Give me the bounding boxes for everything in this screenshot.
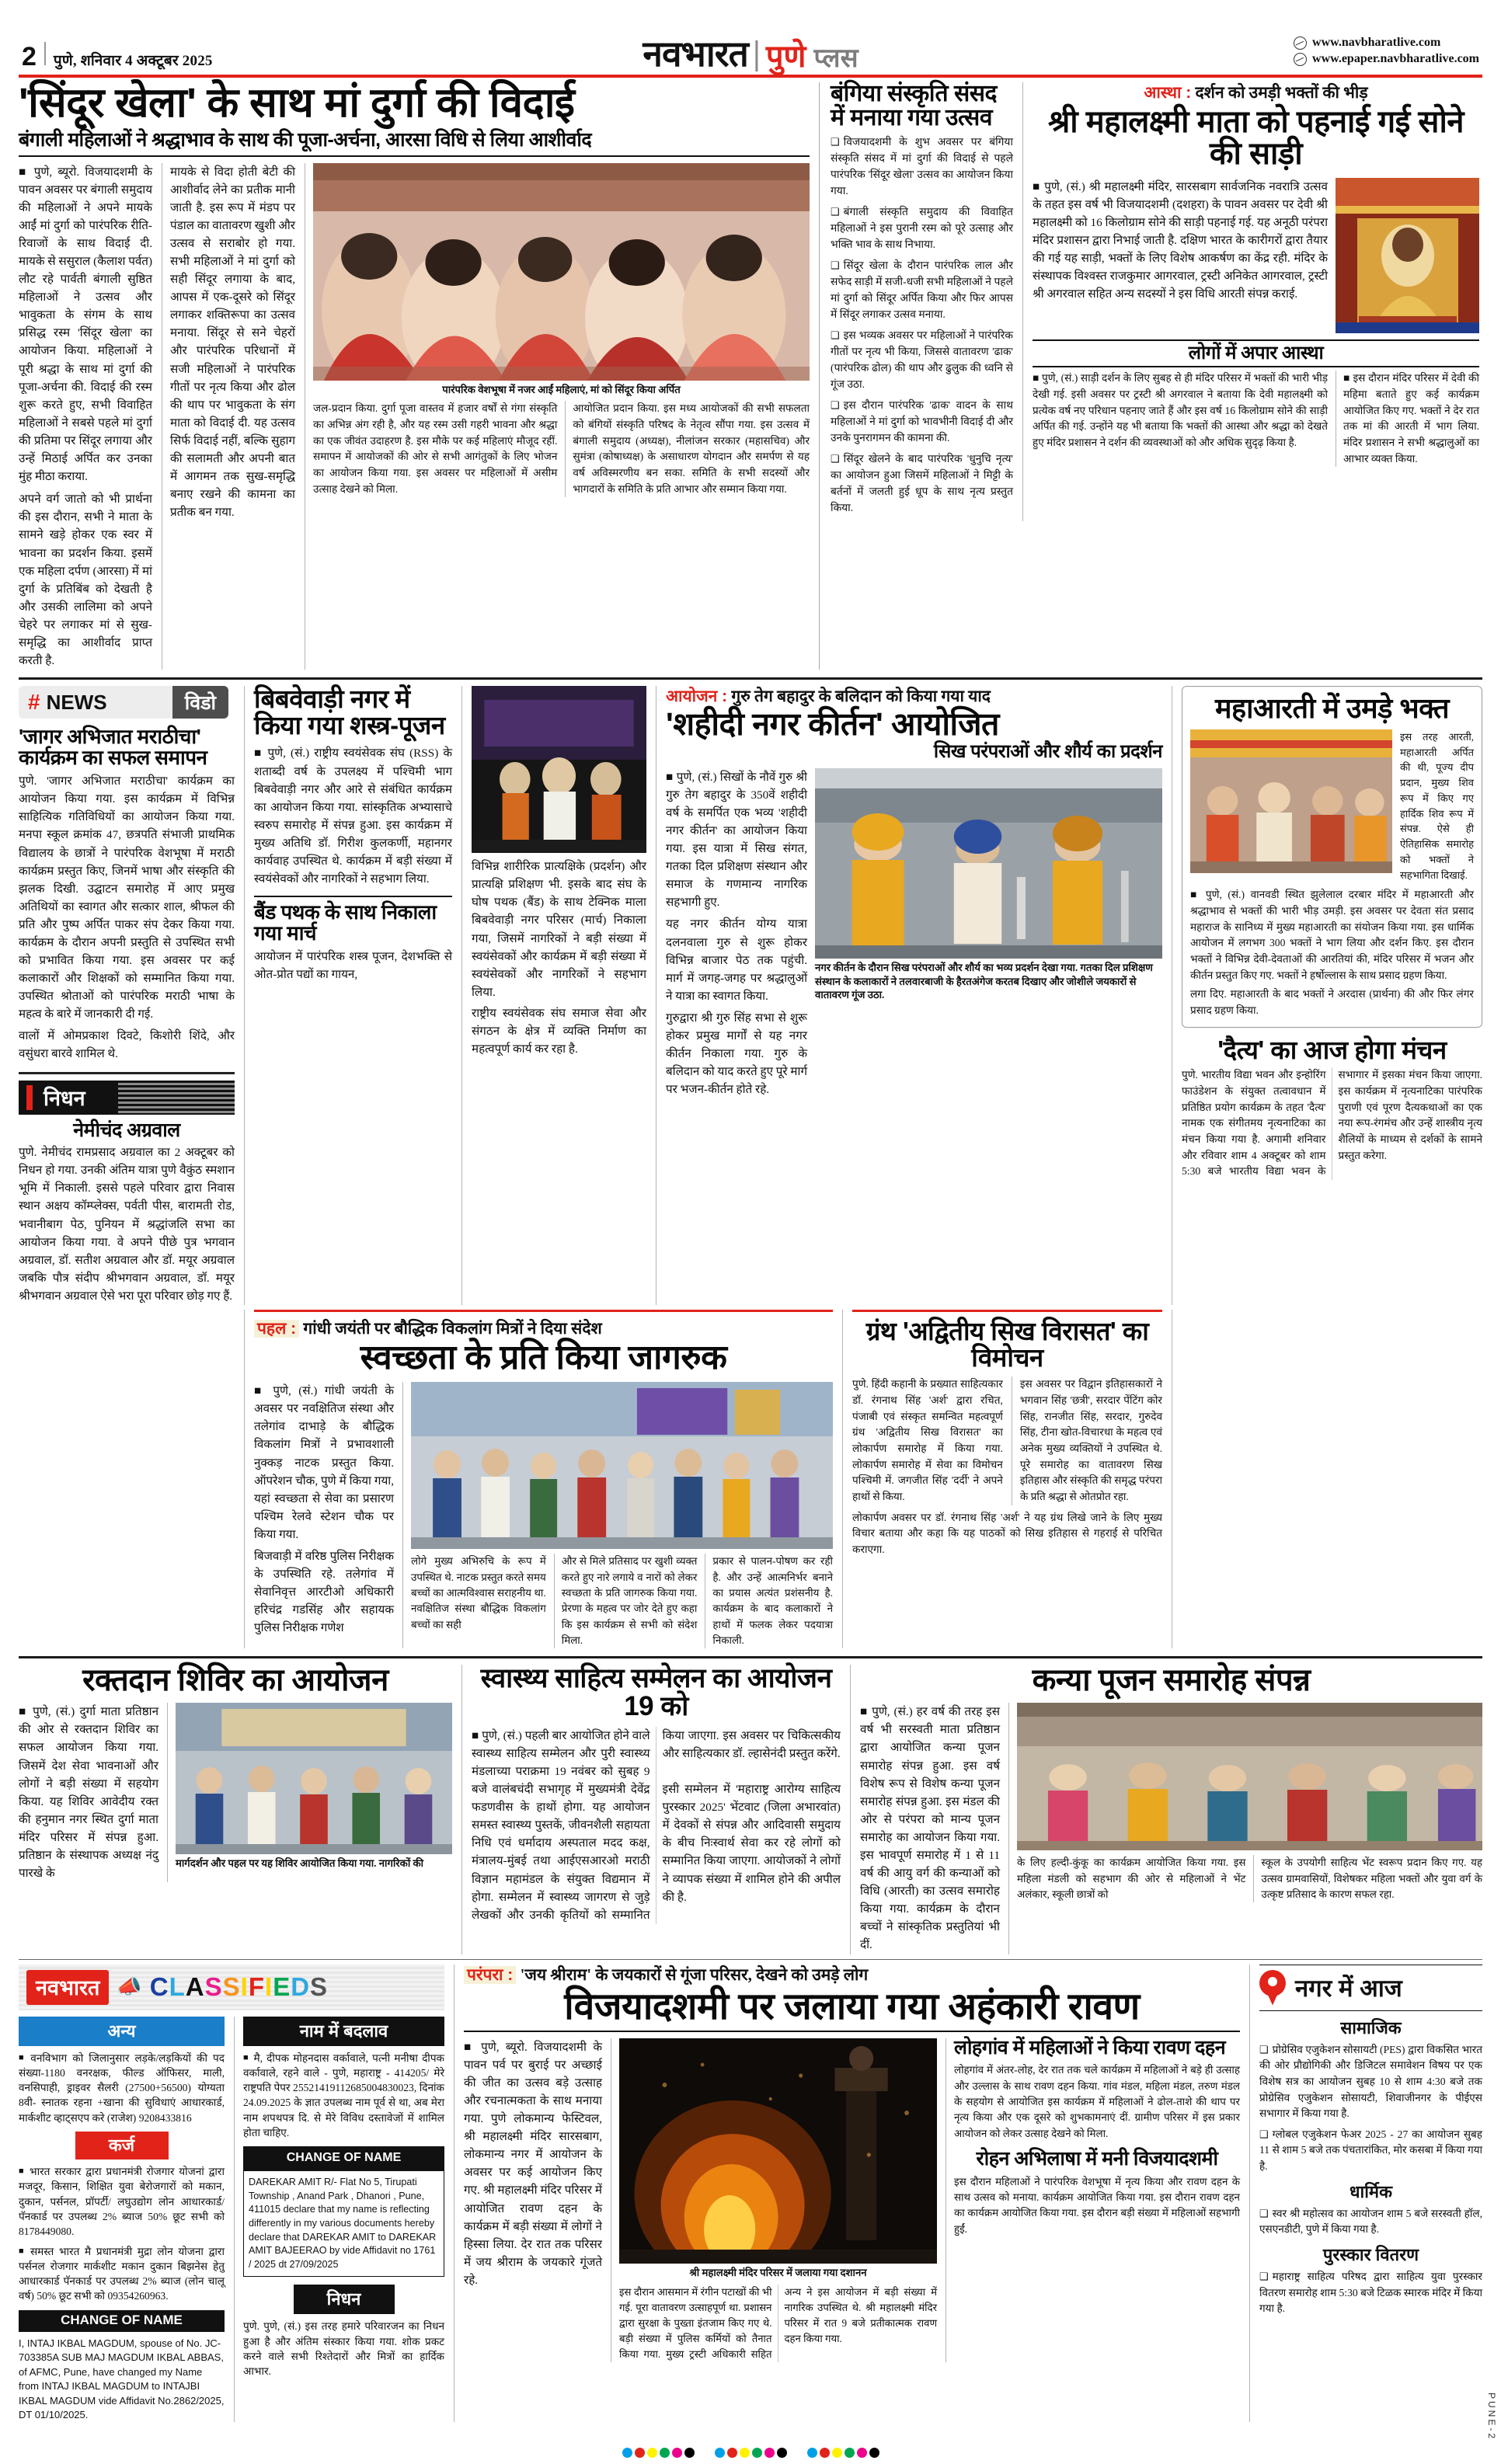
kirtan-para-3: गुरुद्वारा श्री गुरु सिंह सभा से शुरू होकर प्रमुख मार्गों से यह नगर कीर्तन निकाला गया. गुरु के बलिदान को याद करते हुए पूरे मार्ग पर भजन-कीर्तन होते रहे. <box>666 1011 807 1097</box>
pahal-story <box>244 1310 842 1648</box>
classifieds-col-2 <box>234 2017 444 2423</box>
kirtan-cols <box>666 768 1162 1099</box>
pahal-para-2: बिजवाड़ी में वरिष्ठ पुलिस निरीक्षक के उपस्थिति रहे. तलेगांव में सेवानिवृत्त आरटीओ अधिकारी हरिचंद्र गडसिंह और सहायक पुलिस निरीक्षक गणेश <box>254 1550 394 1635</box>
lead-story <box>19 82 819 670</box>
nidhan-label: निधन <box>44 1087 85 1111</box>
bibvewadi-story <box>244 686 461 1305</box>
mahaarti-para-2: लगा दिए. महाआरती के बाद भक्तों ने अरदास (प्रार्थना) की और फिर लंगर प्रसाद ग्रहण किया. <box>1190 988 1474 1016</box>
aastha-text-col <box>1033 178 1328 333</box>
page-number: 2 <box>22 42 37 71</box>
nidhan-para: पुणे. नेमीचंद रामप्रसाद अग्रवाल का 2 अक्टूबर को निधन हो गया. उनकी अंतिम यात्रा पुणे वैकुंठ स्मशान भूमि में निकाली. इससे पहले परिवार द्वारा निवास स्थान अक्षय कॉम्प्लेक्स, पर्वती पीस, बारामती रोड, भवानीबाग पेठ, पुनियन में श्रद्धांजलि सभा का आयोजन किया गया. वे अपने पीछे पुत्र भगवान अग्रवाल, डॉ. सतीश अग्रवाल और डॉ. मयूर अग्रवाल जबकि पौत्र संदीप श्रीभगवान अग्रवाल, डॉ. मयूर श्रीभगवान अग्रवाल ऐसे भरा पूरा परिवार छोड़ गए हैं. <box>19 1146 235 1303</box>
ravan-caption: श्री महालक्ष्मी मंदिर परिसर में जलाया गया दशानन <box>689 2266 867 2278</box>
classifieds-cat-change-of-name-2[interactable]: CHANGE OF NAME <box>244 2147 444 2171</box>
masthead <box>0 0 1501 75</box>
classifieds-columns <box>19 2017 444 2423</box>
kirtan-text-col <box>666 768 807 1099</box>
nagar-item: ❑ प्रोग्रेसिव एजुकेशन सोसायटी (PES) द्वारा विकसित भारत की ओर प्रौद्योगिकी और डिजिटल समावेशन विषय पर एक विशेष सत्र का आयोजन सुबह 10 से शाम 4:30 बजे तक प्रोग्रेसिव एजुकेशन सोसायटी, शिवाजीनगर के पीईएस सभागार में किया गया है. <box>1259 2042 1482 2122</box>
ravan-col-1 <box>464 2038 602 2362</box>
lead-band <box>0 82 1501 670</box>
ravan-kicker-text: 'जय श्रीराम' के जयकारों से गूंजा परिसर, देखने को उमड़े लोग <box>520 1965 869 1984</box>
section-separator-2 <box>19 1656 1482 1658</box>
kirtan-story <box>656 686 1172 1305</box>
kanya-lower-cols <box>1017 1855 1482 1902</box>
kirtan-subhead: सिख परंपराओं और शौर्य का प्रदर्शन <box>933 741 1162 763</box>
kirtan-para-1: ■ पुणे, (सं.) सिखों के नौवें गुरु श्री गुरु तेग बहादुर के 350वें शहीदी वर्ष के समर्पित एक भव्य 'शहीदी नगर कीर्तन' का आयोजन किया गया. इस यात्रा में सिख संगत, गतका दिल प्रशिक्षण संस्थान और समाज के गणमान्य नागरिक सहभागी हुए. <box>666 770 807 910</box>
masthead-left <box>22 42 213 70</box>
ravan-headline: विजयादशमी पर जलाया गया अहंकारी रावण <box>464 1989 1240 2032</box>
nagar-rule-bottom <box>1259 2010 1482 2011</box>
dotset-left <box>622 2448 695 2458</box>
lead-para-2: अपने वर्ग जातो को भी प्रार्थना की इस दौरान, सभी ने माता के सामने खड़े होकर एक स्वर में भावना का प्रदर्शन किया. इसमें एक महिला दर्पण (आरसा) में मां दुर्गा के प्रतिबिंब को देखती है और उसकी लालिमा को अपने चेहरे पर लगाकर मां से सुख-समृद्धि का आशीर्वाद प्राप्त करती है. <box>19 492 152 668</box>
bangiya-point: ❑ बंगाली संस्कृति समुदाय की विवाहित महिलाओं ने इस पुरानी रस्म को पूरे उत्साह और भक्ति भाव के साथ निभाया. <box>831 204 1013 253</box>
bibvewadi-para-2: विभिन्न शारीरिक प्रात्यक्षिके (प्रदर्शन) और प्रात्यक्षि प्रशिक्षण भी. इसके बाद संघ के घोष पथक (बैंड) के साथ टेक्निक माला बिबवेवाड़ी नगर परिसर (मार्च) निकाला गया, जिसमें नागरिकों ने बड़ी संख्या में स्वयंसेवकों और कार्यक्रम में बड़ी संख्या में स्वयंसेवकों और नागरिकों ने सहभाग लिया. <box>472 860 646 999</box>
lead-photo <box>313 163 810 381</box>
kanya-pujan-photo <box>1017 1703 1482 1850</box>
granth-para-3: लोकार्पण अवसर पर डॉ. रंगनाथ सिंह 'अर्श' ने यह ग्रंथ लिखे जाने के लिए मुख्य विचार बताया और कहा कि यह पाठकों को सिख इतिहास से गहराई से परिचित कराएगा. <box>852 1511 1162 1555</box>
swasthya-story <box>461 1665 850 1954</box>
nagar-kirtan-photo <box>815 768 1162 959</box>
kirtan-para-2: यह नगर कीर्तन योग्य यात्रा दलनवाला गुरु से शुरू होकर विभिन्न बाजार पेठ तक पहुंची. मार्ग में जगह-जगह पर श्रद्धालुओं ने यात्रा का स्वागत किया. <box>666 917 807 1003</box>
band3-spacer <box>19 1310 244 1648</box>
bangiya-title: बंगिया संस्कृति संसद में मनाया गया उत्सव <box>831 81 997 131</box>
band-4 <box>0 1665 1501 1954</box>
aastha-headline: श्री महालक्ष्मी माता को पहनाई गई सोने की साड़ी <box>1047 105 1464 172</box>
edition-suffix: प्लस <box>813 44 858 73</box>
raktdan-para-1: ■ पुणे, (सं.) दुर्गा माता प्रतिष्ठान की ओर से रक्तदान शिविर का सफल आयोजन किया गया. जिसमें देश सेवा भावनाओं और लोगों ने बड़ी संख्या में सहयोग किया. यह शिविर आवेदीय रक्त की हनुमान नगर स्थित दुर्गा माता मंदिर परिसर में संपन्न हुआ. प्रतिष्ठान के संस्थापक अध्यक्ष नंदु पारखे के <box>19 1705 158 1881</box>
pahal-rule <box>254 1310 833 1312</box>
aastha-subhead: लोगों में अपार आस्था <box>1033 339 1479 367</box>
granth-rule <box>852 1310 1162 1312</box>
classifieds-item: ■ मै, दीपक मोहनदास वर्कावाले, पत्नी मनीषा दीपक वर्कावाले, रहने वाले - पुणे, महाराष्ट्र - 414205/ मेरे राष्ट्रपति पेपर 25521419112685004830023, दिनांक 24.09.2025 के ज्ञात उपलब्ध नाम पूर्व से था, अब मेरा नाम शपथपत्र दि. से मेरे विविध दस्तावेजों में शामिल होता चाहिए. <box>243 2051 444 2141</box>
lead-photo-col <box>305 163 810 670</box>
band-5 <box>0 1965 1501 2423</box>
section-separator <box>19 677 1482 680</box>
aastha-para-3: ■ इस दौरान मंदिर परिसर में देवी की महिमा बताते हुए कई कार्यक्रम आयोजित किए गए. भक्तों ने देर रात तक मां की आरती में भाग लिया. मंदिर प्रशासन ने सभी श्रद्धालुओं का आभार व्यक्त किया. <box>1336 371 1479 467</box>
classifieds-section <box>19 1965 454 2423</box>
bangiya-point: ❑ सिंदूर खेला के दौरान पारंपरिक लाल और सफेद साड़ी में सजी-धजी सभी महिलाओं ने पहले मां दुर्गा को सिंदूर अर्पित किया और फिर आपस में सिंदूर लगाकर उत्सव मनाया. <box>831 258 1013 323</box>
nagar-cat-dharmik: धार्मिक <box>1350 2181 1392 2201</box>
rohan-para: इस दौरान महिलाओं ने पारंपरिक वेशभूषा में नृत्य किया और रावण दहन के साथ उत्सव को मनाया. कार्यक्रम आयोजित किया गया. इस दौरान रावण दहन का कार्यक्रम आयोजित किया गया. इस दौरान बड़ी संख्या में महिलाओं सहभागी हुईं. <box>954 2175 1240 2235</box>
mahaarti-para-1: ■ पुणे, (सं.) वानवडी स्थित झुलेलाल दरबार मंदिर में महाआरती और श्रद्धाभाव से भक्तों की भारी भीड़ उमड़ी. इस अवसर पर देवता संत प्रसाद महाराज के सानिध्य में मुख्य महाआरती का संयोजन किया गया. इस धार्मिक आयोजन में लगभग 300 भक्तों ने भाग लिया और दर्शन किए. इस दौरान भक्तों ने विभिन्न देवी-देवताओं की आरतियां की, मंदिर परिसर में भजन और कीर्तन प्रस्तुत किए गए. भक्तों ने हर्षोल्लास के साथ प्रसाद ग्रहण किया. <box>1190 889 1474 981</box>
raktdan-cols <box>19 1703 452 1882</box>
ravan-para-1: ■ पुणे, ब्यूरो. विजयादशमी के पावन पर्व पर बुराई पर अच्छाई की जीत का उत्सव बड़े उत्साह और रचनात्मकता के साथ मनाया गया. पुणे लोकमान्य फेस्टिवल, श्री महालक्ष्मी मंदिर सारसबाग, लोकमान्य नगर में आयोजन के अवसर पर कई आयोजन किए गए. श्री महालक्ष्मी मंदिर परिसर में आयोजित रावण दहन के कार्यक्रम में बड़ी संख्या में लोगों ने हिस्सा लिया. देर रात तक परिसर में जय श्रीराम के जयकारे गूंजते रहे. <box>464 2040 602 2287</box>
classifieds-boxed-ad <box>243 2146 444 2277</box>
lead-right-band <box>819 82 1479 670</box>
nidhan-name: नेमीचंद अग्रवाल <box>73 1119 180 1141</box>
ravan-story <box>454 1965 1249 2423</box>
pahal-col-1 <box>254 1382 394 1648</box>
globe-icon <box>1294 37 1307 50</box>
bibvewadi-subpara: आयोजन में पारंपरिक शस्त्र पूजन, देशभक्ति से ओत-प्रोत पद्यों का गायन, <box>254 950 452 982</box>
hash-icon: # <box>28 690 40 715</box>
raktdan-story <box>19 1665 461 1954</box>
swasthya-para-1: ■ पुणे, (सं.) पहली बार आयोजित होने वाले स्वास्थ्य साहित्य सम्मेलन और पुरी स्वास्थ्य मंडलाच्या पराक्रमा 19 नवंबर को सुबह 9 बजे वालंबचंदी सभागृह में मुख्यमंत्री देवेंद्र फडणवीस के हाथों होगा. यह आयोजन समस्त स्वास्थ्य पुस्तकें, जीवनशैली सहायता निधि एवं धर्मादाय अस्पताल मदद कक्ष, मंत्रालय-मुंबई तथा आईएसआरओ मराठी विज्ञान महामंडल के संयुक्त विद्यमान में होगा. सम्मेलन में स्वास्थ्य जागरण से जुड़े लेखकों और उनकी कृतियों को सम्मानित किया जाएगा. इस अवसर पर चिकित्सकीय और साहित्यकार डॉ. ल्हासेनंदी प्रस्तुत करेंगे. <box>472 1728 841 1922</box>
rohan-subhead: रोहन अभिलाषा में मनी विजयादशमी <box>976 2148 1218 2170</box>
aastha-kicker-tag: आस्था : <box>1144 84 1192 102</box>
shastra-pujan-photo <box>472 686 646 853</box>
lead-columns <box>19 163 810 670</box>
news-video-column <box>19 686 244 1305</box>
pahal-lower-cols <box>411 1554 833 1648</box>
nidhan-accent <box>26 1085 33 1110</box>
granth-para-1: पुणे. हिंदी कहानी के प्रख्यात साहित्यकार डॉ. रंगनाथ सिंह 'अर्श' द्वारा रचित, पंजाबी एवं संस्कृत समन्वित महत्वपूर्ण ग्रंथ 'अद्वितीय सिख विरासत' का लोकार्पण समारोह में किया गया. लोकार्पण समारोह में सेवा का विमोचन पश्चिमी में. जगजीत सिंह 'दर्दी' ने अपने हाथों से किया. <box>852 1378 1003 1502</box>
pahal-cols <box>254 1382 833 1648</box>
globe-icon <box>1294 53 1307 66</box>
pahal-para-3: लोगे मुख्य अभिरुचि के रूप में उपस्थित थे. नाटक प्रस्तुत करते समय बच्चों का आत्मविश्वास सराहनीय था. नवक्षितिज संस्था बौद्धिक विकलांग बच्चों का सही <box>411 1555 546 1630</box>
daitya-body <box>1182 1067 1482 1180</box>
band-3 <box>0 1310 1501 1648</box>
nagar-item: ❑ स्वर श्री महोत्सव का आयोजन शाम 5 बजे सरस्वती हॉल, एसएनडीटी, पुणे में किया गया है. <box>1259 2206 1482 2238</box>
raktdan-photo <box>176 1703 452 1854</box>
kanya-story <box>850 1665 1482 1954</box>
ravan-kicker-tag: परंपरा : <box>464 1966 516 1984</box>
nagar-me-aaj <box>1249 1965 1482 2423</box>
kirtan-headline: 'शहीदी नगर कीर्तन' आयोजित <box>666 706 999 743</box>
swasthya-para-2: इसी सम्मेलन में 'महाराष्ट्र आरोग्य साहित्य पुरस्कार 2025' भेंटवाट (जिला अभारवांत) में देवकों से संपन्न और आदिवासी समुदाय के बीच निःस्वार्थ सेवा कर रहे लोगों को सम्मानित किया जाएगा. आयोजकों ने लोगों ने व्यापक संख्या में शामिल होने की अपील की है. <box>662 1783 841 1904</box>
edition-name: पुणे <box>765 40 806 74</box>
news-badge-label: NEWS <box>46 690 107 714</box>
lead-lower-cols <box>313 401 810 497</box>
pahal-photo-col <box>402 1382 833 1648</box>
aastha-photo-col <box>1336 178 1479 333</box>
aastha-kicker-text: दर्शन को उमड़ी भक्तों की भीड़ <box>1195 83 1368 102</box>
lead-photo-caption: पारंपरिक वेशभूषा में नजर आईं महिलाएं, मां को सिंदूर किया अर्पित <box>442 383 681 395</box>
classifieds-brand: नवभारत <box>26 1970 109 2005</box>
epaper-url[interactable] <box>1294 52 1479 66</box>
lohgaon-subhead: लोहगांव में महिलाओं ने किया रावण दहन <box>954 2036 1226 2059</box>
nagar-header <box>1259 1970 1482 2006</box>
raktdan-title: रक्तदान शिविर का आयोजन <box>82 1663 388 1698</box>
nidhan-bar <box>19 1081 235 1115</box>
kirtan-photo-col <box>815 768 1162 1099</box>
bibvewadi-para-3: राष्ट्रीय स्वयंसेवक संघ समाज सेवा और संगठन के क्षेत्र में व्यक्ति निर्माण का महत्वपूर्ण कार्य कर रहा है. <box>472 1006 646 1056</box>
lead-col-1 <box>19 163 152 670</box>
date-line: पुणे, शनिवार 4 अक्टूबर 2025 <box>53 53 213 69</box>
mahalakshmi-photo <box>1336 178 1479 333</box>
lead-para-1: ■ पुणे, ब्यूरो. विजयादशमी के पावन अवसर पर बंगाली समुदाय की महिलाओं ने अपने मायके आईं मां दुर्गा को पारंपरिक रीति-रिवाजों के साथ विदाई दी. मायके से ससुराल (कैलाश पर्वत) लौट रहे पार्वती बंगाली सुष्ठित महिलाओं ने उत्सव और भावुकता के संगम के साथ प्रसिद्ध रस्म 'सिंदूर खेला' का आयोजन किया. महिलाओं ने पूरी श्रद्धा के साथ मां दुर्गा की पूजा-अर्चना की. विदाई की रस्म शुरू करते हुए, सभी विवाहित महिलाओं ने सबसे पहले मां दुर्गा की प्रतिमा पर सिंदूर लगाया और उन्हें मिठाई अर्पित कर उनका मुंह मीठा कराया. <box>19 165 152 484</box>
nagar-title: नगर में आज <box>1295 1974 1402 2002</box>
lead-para-4: जल-प्रदान किया. दुर्गा पूजा वास्तव में हजार वर्षों से गंगा संस्कृति का अभिन्न अंग रही है, और यह रस्म उसी गहरी भावना और श्रद्धा का एक जीवंत उदाहरण है. इस मौके पर कई महिलाएं मौजूद रहीं. समापन में आयोजकों की ओर से सभी आगंतुकों के लिए भोजन का आयोजन किया गया. इस अवसर पर महिलाओं में असीम उत्साह देखने को मिला. <box>313 402 558 495</box>
kirtan-photo-caption: नगर कीर्तन के दौरान सिख परंपराओं और शौर्य का भव्य प्रदर्शन देखा गया. गतका दिल प्रशिक्षण संस्थान के कलाकारों ने तलवारबाजी के हैरतअंगेज करतब दिखाए और जोशीले जयकारों से वातावरण गूंज उठा. <box>815 961 1153 1001</box>
bangiya-point: ❑ सिंदूर खेलने के बाद पारंपरिक 'धुनुचि नृत्य' का आयोजन हुआ जिसमें महिलाओं ने मिट्टी के बर्तनों में जलती हुई धूप के साथ नृत्य प्रस्तुत किया. <box>831 451 1013 517</box>
classifieds-word: CLASSIFIEDS <box>149 1972 329 2002</box>
granth-story <box>842 1310 1172 1648</box>
bibvewadi-para-1: ■ पुणे, (सं.) राष्ट्रीय स्वयंसेवक संघ (RSS) के शताब्दी वर्ष के उपलक्ष्य में पश्चिमी भाग बिबवेवाड़ी नगर और आरे से संबंधित कार्यक्रम का आयोजन किया गया. सांस्कृतिक अभ्यासाचे स्वरुप समारोह में संपन्न हुआ. इस कार्यक्रम में मुख्य अतिथि डॉ. गिरीश कुलकर्णी, महानगर कार्यवाह उपस्थित थे. कार्यक्रम में बड़ी संख्या में स्वयंसेवकों और नागरिकों ने सहभाग लिया. <box>254 747 452 886</box>
nidhan-rule <box>19 1072 235 1074</box>
nidhan-stripes <box>118 1081 235 1115</box>
jagar-para-1: पुणे. 'जागर अभिजात मराठीचा' कार्यक्रम का आयोजन किया गया. इस कार्यक्रम में विभिन्न साहित्यिक गतिविधियों का आयोजन किया गया. मनपा स्कूल क्रमांक 47, छत्रपति संभाजी प्राथमिक विद्यालय के छात्रों ने पारंपरिक वेशभूषा में मराठी कार्यक्रम प्रस्तुत किए, जिनमें भाषा और संस्कृति की झलक दिखी. उद्घाटन समारोह में आए प्रमुख अतिथियों का स्वागत और सत्कार शाल, श्रीफल की प्रति और पुष्प अर्पित पाकर संप देकर किया गया. कार्यक्रम के दौरान अपनी प्रस्तुति से उपस्थित सभी को प्रभावित किया गया. इस अवसर पर कई कलाकारों और शिक्षकों को सम्मानित किया गया. उपस्थित श्रोताओं को पारंपरिक मराठी भाषा के महत्व के बारे में जानकारी दी गई. <box>19 774 235 1021</box>
news-badge-left <box>19 686 172 719</box>
jagar-title: 'जागर अभिजात मराठीचा' कार्यक्रम का सफल समापन <box>19 725 207 769</box>
dotset-right <box>807 2448 879 2458</box>
lohgaon-col <box>946 2038 1240 2362</box>
pahal-headline: स्वच्छता के प्रति किया जागरुक <box>360 1338 727 1377</box>
daitya-title: 'दैत्य' का आज होगा मंचन <box>1217 1035 1447 1064</box>
lead-headline: 'सिंदूर खेला' के साथ मां दुर्गा की विदाई <box>19 80 575 126</box>
ravan-photo-col <box>611 2038 937 2362</box>
ravan-dahan-photo <box>619 2038 937 2264</box>
pahal-para-4: प्रकार से पालन-पोषण कर रही है. और उन्हें आत्मनिर्भर बनाने का प्रयास अत्यंत प्रशंसनीय है. कार्यक्रम के बाद कलाकारों ने हाथों में फलक लेकर पदयात्रा निकाली. <box>705 1554 833 1648</box>
ravan-kicker <box>464 1965 1240 1985</box>
kanya-para-1: ■ पुणे, (सं.) हर वर्ष की तरह इस वर्ष भी सरस्वती माता प्रतिष्ठान द्वारा आयोजित कन्या पूजन समारोह संपन्न हुआ. इस वर्ष विशेष रूप से विशेष कन्या पूजन समारोह संपन्न हुआ. इस मंडल की ओर से परंपरा को मान्य पूजन समारोह का आयोजन किया गया. इस भावपूर्ण समारोह में 1 से 11 वर्ष की आयु वर्ग की कन्याओं को विधि (आरती) का उत्सव समारोह किया गया. कार्यक्रम के दौरान बच्चों ने सांस्कृतिक प्रस्तुतियां भी दीं. <box>860 1705 1000 1952</box>
mahaarti-title: महाआरती में उमड़े भक्त <box>1214 692 1449 725</box>
aastha-story <box>1022 82 1479 521</box>
swachhata-photo <box>411 1382 833 1549</box>
classifieds-cat-karj[interactable]: कर्ज <box>75 2132 169 2159</box>
brand-logo: नवभारत <box>643 33 748 75</box>
classifieds-item: ■ वनविभाग को जिलानुसार लड़के/लड़कियों की पद संख्या-1180 वनरक्षक, फील्ड ऑफिसर, माली, वनसिपाही, ड्राइवर सैलरी (27500+56500) योग्यता 8वी- स्नातक रहना +खाना की सुविधाएं आधारकार्ड, मार्कशीट व्हाट्सएप करे (राजेश) 9208433816 <box>19 2051 225 2125</box>
epaper-url-text: www.epaper.navbharatlive.com <box>1312 52 1479 65</box>
kanya-caption: के लिए हल्दी-कुंकू का कार्यक्रम आयोजित किया गया. इस महिला मंडली को सहभाग की ओर से महिलाओं ने भेंट अलंकार, स्कूली छात्रों को <box>1017 1857 1246 1900</box>
pahal-para-1: ■ पुणे, (सं.) गांधी जयंती के अवसर पर नवक्षितिज संस्था और तलेगांव दाभाड़े के बौद्धिक विकलांग मित्रों ने प्रभावशाली नुक्कड़ नाटक प्रस्तुत किया. ऑपरेशन चौक, पुणे में किया गया, यहां स्वच्छता से सेवा का प्रसारण पश्चिम रेलवे स्टेशन चौक पर किया गया. <box>254 1384 394 1541</box>
kirtan-kicker-text: गुरु तेग बहादुर के बलिदान को किया गया याद <box>731 687 991 706</box>
classifieds-cat-anya[interactable]: अन्य <box>19 2017 225 2046</box>
logo-separator <box>756 40 758 71</box>
aastha-cols <box>1033 178 1479 333</box>
lead-para-3: मायके से विदा होती बेटी की आशीर्वाद लेने का प्रतीक मानी जाती है. इस रूप में मंडप पर पंडाल का वातावरण खुशी और उत्सव से सराबोर हो गया. सभी महिलाओं ने मां दुर्गा को सही सिंदूर लगाया के बाद, आपस में एक-दूसरे को सिंदूर लगाकर शक्तिरूपा का उत्सव मनाया. सिंदूर से सने चेहरों और पारंपरिक परिधानों में सजी महिलाओं ने पारंपरिक गीतों पर नृत्य किया और ढोल की थाप पर भावुकता के संग माता को विदाई दी. यह उत्सव सिर्फ विदाई नहीं, बल्कि सुहाग की सलामती और अपनी बात में आगमन तक सुख-समृद्धि बनाए रखने की कामना का प्रतीक बन गया. <box>170 165 295 520</box>
classifieds-col-1 <box>19 2017 225 2423</box>
classifieds-cat-naam[interactable]: नाम में बदलाव <box>243 2017 444 2046</box>
mahaarti-side-text: इस तरह आरती, महाआरती अर्पित की थी, पूज्य दीप प्रदान, मुख्य शिव रूप में किए गए हार्दिक शिव रूप में संपन्न. ऐसे ही ऐतिहासिक समारोह को भक्तों ने सहभागिता दिखाई. <box>1400 730 1474 881</box>
raktdan-caption: मार्गदर्शन और पहल पर यह शिविर आयोजित किया गया. नागरिकों की <box>176 1857 424 1870</box>
kirtan-kicker-tag: आयोजन : <box>666 687 728 706</box>
classifieds-item: ■ समस्त भारत मै प्रधानमंत्री मुद्रा लोन योजना द्वारा पर्सनल रोजगार मार्कशीट मकान दुकान बिझनेस हेतु आधारकार्ड पॅनकार्ड पर उपलब्ध 2% ब्याज (लोन चालू वर्ष) 50% छूट सभी को 09354260963. <box>19 2244 225 2304</box>
bibvewadi-subhead: बैंड पथक के साथ निकाला गया मार्च <box>254 896 452 943</box>
jagar-para-2: वालों में ओमप्रकाश दिवटे, किशोरी शिंदे, और वसुंधरा बारवे शामिल थे. <box>19 1028 235 1060</box>
kanya-title: कन्या पूजन समारोह संपन्न <box>1032 1663 1311 1698</box>
pahal-kicker-text: गांधी जयंती पर बौद्धिक विकलांग मित्रों ने दिया संदेश <box>303 1319 602 1338</box>
lead-col-2 <box>162 163 295 670</box>
website-url[interactable] <box>1294 36 1479 50</box>
website-url-text: www.navbharatlive.com <box>1312 36 1441 49</box>
lohgaon-para: लोहगांव में अंतर-लोह, देर रात तक चले कार्यक्रम में महिलाओं ने बड़े ही उत्साह और उल्लास के साथ रावण दहन किया. गांव मंडल, महिला मंडल, तरुण मंडल के सहयोग से आयोजित इस कार्यक्रम में महिलाओं ने ढोल-ताशे की थाप पर नृत्य किया और एक दूसरे को शुभकामनाएं दीं. ग्रामीण परिसर में इस प्रकार आयोजन को लेकर उत्साह देखने को मिला. <box>954 2064 1240 2139</box>
nagar-cat-puraskar: पुरस्कार वितरण <box>1322 2245 1419 2265</box>
bangiya-point: ❑ विजयादशमी के शुभ अवसर पर बंगिया संस्कृति संसद में मां दुर्गा की विदाई से पहले पारंपरिक 'सिंदूर खेला' उत्सव का आयोजन किया गया. <box>831 134 1013 200</box>
dotset-mid <box>715 2448 787 2458</box>
masthead-logo-group <box>643 33 858 75</box>
color-registration-dots <box>0 2448 1501 2458</box>
video-badge-label[interactable]: विडो <box>172 686 228 719</box>
band-2 <box>0 686 1501 1305</box>
kanya-para-2: स्कूल के उपयोगी साहित्य भेंट स्वरूप प्रदान किए गए. यह उत्सव ग्रामवासियों, विशेषकर महिला भक्तों और युवा वर्ग के उत्कृष्ट प्रतिसाद के कारण सफल रहा. <box>1253 1855 1482 1902</box>
mahaarti-box <box>1182 686 1482 1027</box>
classifieds-item: I, INTAJ IKBAL MAGDUM, spouse of No. JC-703385A SUB MAJ MAGDUM IKBAL ABBAS, of AFMC, Pune, have changed my Name from INTAJ IKBAL MAGDUM to INTAJBI IKBAL MAGDUM vide Affidavit No.2862/2025, DT 01/10/2025. <box>19 2337 225 2420</box>
bangiya-point: ❑ इस दौरान पारंपरिक 'ढाक' वादन के साथ महिलाओं ने मां दुर्गा को भावभीनी विदाई दी और उनके पुनरागमन की कामना की. <box>831 398 1013 447</box>
divider <box>44 42 46 65</box>
classifieds-cat-change-of-name[interactable]: CHANGE OF NAME <box>19 2310 225 2332</box>
bangiya-point: ❑ इस भव्यक अवसर पर महिलाओं ने पारंपरिक गीतों पर नृत्य भी किया, जिससे वातावरण 'ढाक' (पारंपरिक ढोल) की थाप और ढुलुक की ध्वनि से गूंज उठा. <box>831 328 1013 393</box>
band3-right-spacer <box>1172 1310 1482 1648</box>
ravan-cols <box>464 2038 1240 2362</box>
classifieds-item: DAREKAR AMIT R/- Flat No 5, Tirupati Township , Anand Park , Dhanori , Pune, 411015 declare that my name is reflecting differently in my various documents hereby declare that DAREKAR AMIT to DAREKAR AMIT BAJEERAO by vide Affidavit no 1761 / 2025 dt 27/09/2025 <box>249 2177 437 2270</box>
aastha-para-1: ■ पुणे, (सं.) श्री महालक्ष्मी मंदिर, सारसबाग सार्वजनिक नवरात्रि उत्सव के तहत इस वर्ष भी विजयादशमी (दशहरा) के पावन अवसर पर देवी श्री महालक्ष्मी को 16 किलोग्राम सोने की साड़ी पहनाई गई. यह अनूठी परंपरा मंदिर प्रशासन द्वारा निभाई जाती है. दक्षिण भारत के कारीगरों द्वारा तैयार की गई यह साड़ी, भक्तों के लिए विशेष आकर्षण का केंद्र रही. मंदिर के संस्थापक विश्वस्त राजकुमार आगरवाल, ट्रस्टी अनिकेत आगरवाल, ट्रस्टी श्री अगरवाल सहित अन्य सदस्यों ने इस विधि आरती संपन्न कराई. <box>1033 179 1328 301</box>
mahaarti-story <box>1172 686 1482 1305</box>
ravan-lower-body <box>619 2285 937 2362</box>
megaphone-icon: 📣 <box>117 1975 142 1999</box>
aastha-kicker <box>1033 82 1479 103</box>
right-top <box>831 82 1479 521</box>
nagar-item: ❑ ग्लोबल एजुकेशन फेअर 2025 - 27 का आयोजन सुबह 11 से शाम 5 बजे तक पंचतारांकित, मोर कसबा में किया गया है. <box>1259 2127 1482 2175</box>
pahal-kicker-tag: पहल : <box>254 1320 299 1338</box>
aastha-bottom-cols <box>1033 371 1479 467</box>
masthead-rule <box>19 75 1482 78</box>
swasthya-body <box>472 1727 841 1924</box>
granth-para-2: इस अवसर पर विद्वान इतिहासकारों ने भगवान सिंह 'छत्री', सरदार पेंटिंग कोर सिंह, रानजीत सिंह, सरदार, गुरुदेव सिंह, टीना खोत-विचारधा के महत्व एवं अनेक मुख्य व्यक्तियों ने उपस्थित थे. पूरे समारोह का वातावरण सिख इतिहास और संस्कृति की समृद्ध परंपरा के प्रति श्रद्धा से ओतप्रोत रहा. <box>1012 1376 1162 1505</box>
edition-side-code: PUNE-2 <box>1486 2392 1497 2441</box>
kanya-cols <box>860 1703 1482 1954</box>
ravan-para-2: इस दौरान आसमान में रंगीन पटाखों की भी गई. पूरा वातावरण उत्साहपूर्ण था. प्रशासन द्वारा सुरक्षा के पुख्ता इंतजाम किए गए थे. बड़ी संख्या में पुलिस कर्मियों को तैनात किया गया. मुख्य ट्रस्टी अधिकारी सहित अन्य ने इस आयोजन में बड़ी संख्या में नागरिक उपस्थित थे. श्री महालक्ष्मी मंदिर परिसर में रात 9 बजे प्रतीकात्मक रावण दहन किया गया. <box>619 2285 937 2360</box>
lead-subhead: बंगाली महिलाओं ने श्रद्धाभाव के साथ की पूजा-अर्चना, आरसा विधि से लिया आशीर्वाद <box>19 131 810 157</box>
bibvewadi-title: बिबवेवाड़ी नगर में किया गया शस्त्र-पूजन <box>254 684 445 740</box>
aastha-para-2: ■ पुणे, (सं.) साड़ी दर्शन के लिए सुबह से ही मंदिर परिसर में भक्तों की भारी भीड़ देखी गई. इसी अवसर पर ट्रस्टी श्री अगरवाल ने बताया कि देवी महालक्ष्मी को प्रत्येक वर्ष नए परिधान पहनाए जाते हैं और इस वर्ष 16 किलोग्राम सोने की साड़ी अर्पित की गई. उन्होंने यह भी बताया कि भक्तों की आस्था और श्रद्धा को देखते हुए मंदिर प्रशासन ने दर्शन की व्यवस्थाओं को और अधिक सुदृढ़ किया है. <box>1033 372 1328 448</box>
location-pin-icon <box>1259 1970 1286 2006</box>
bangiya-block <box>831 82 1013 521</box>
pahal-kicker <box>254 1318 833 1339</box>
news-video-badge[interactable] <box>19 686 228 719</box>
classifieds-cat-nidhan[interactable]: निधन <box>294 2285 395 2314</box>
nagar-cat-samajik: सामाजिक <box>1340 2017 1402 2038</box>
lead-para-5: आयोजित प्रदान किया. इस मध्य आयोजकों की सभी सफलता को बंगियों संस्कृति परिषद के नेतृत्व सौंपा गया. इस उत्सव में बंगाली समुदाय (अध्यक्ष), नीलांजन सरकार (महासचिव) और सुमंत्रा (कोषाध्यक्ष) के असाधारण योगदान और समर्पण से यह वर्ष अविस्मरणीय बन सका. समिति के सभी सदस्यों और भागदारों के समिति के प्रति आभार और सम्मान किया गया. <box>565 401 810 497</box>
kanya-photo-col <box>1008 1703 1482 1954</box>
pahal-caption: और से मिले प्रतिसाद पर खुशी व्यक्त करते हुए नारे लगाये व नारों को लेकर स्वच्छता के प्रति जागरुक किया गया. प्रेरणा के महत्व पर जोर देते हुए कहा कि इस कार्यक्रम से सभी को संदेश मिला. <box>554 1554 698 1648</box>
kirtan-kicker <box>666 686 1162 707</box>
mahaarti-photo <box>1190 729 1392 873</box>
masthead-urls <box>1294 33 1479 68</box>
mahaarti-cols <box>1190 729 1474 883</box>
daitya-para-1: पुणे. भारतीय विद्या भवन और इन्होरिंग फाउंडेशन के संयुक्त तत्वावधान में प्रतिष्ठित प्रयोग कार्यक्रम के तहत 'दैत्य' नामक एक संगीतमय नृत्यनाटिका का मंचन किया गया है. अगामी शनिवार और रविवार शाम 4 अक्टूबर को शाम 5:30 बजे भारतीय विद्या भवन के सभागार में इसका मंचन किया जाएगा. इस कार्यक्रम में नृत्यनाटिका पारंपरिक पुराणी एवं पूरण दैत्यकथाओं का एक नया रूप-रंगमंच और उन्हें शास्त्रीय नृत्य शैलियों के माध्यम से दर्शकों के सामने प्रस्तुत करेगा. <box>1182 1069 1482 1178</box>
raktdan-photo-col <box>167 1703 452 1882</box>
section-separator-3 <box>19 1959 1482 1960</box>
nagar-item: ❑ महाराष्ट्र साहित्य परिषद द्वारा साहित्य युवा पुरस्कार वितरण समारोह शाम 5:30 बजे टिळक स्मारक मंदिर में किया गया है. <box>1259 2269 1482 2317</box>
bibvewadi-photo-col <box>461 686 656 1305</box>
classifieds-header <box>19 1965 444 2010</box>
classifieds-item: पुणे. पुणे, (सं.) इस तरह हमारे परिवारजन का निधन हुआ है और अंतिम संस्कार किया गया. शोक प्रकट करने वाले सभी रिश्तेदारों और मित्रों का हार्दिक आभार. <box>243 2320 444 2378</box>
granth-title: ग्रंथ 'अद्वितीय सिख विरासत' का विमोचन <box>865 1317 1149 1372</box>
classifieds-item: ■ भारत सरकार द्वारा प्रधानमंत्री रोजगार योजनां द्वारा मजदूर, किसान, शिक्षित युवा बेरोजगारों को मकान, दुकान, पर्सनल, प्रॉपर्टी/ लघुउद्योग लोन आधारकार्ड/पॅनकार्ड पर उपलब्ध 2% ब्याज 50% छूट सभी को 8178449080. <box>19 2164 225 2239</box>
swasthya-title: स्वास्थ्य साहित्य सम्मेलन का आयोजन 19 को <box>480 1663 832 1722</box>
granth-cols <box>852 1376 1162 1505</box>
